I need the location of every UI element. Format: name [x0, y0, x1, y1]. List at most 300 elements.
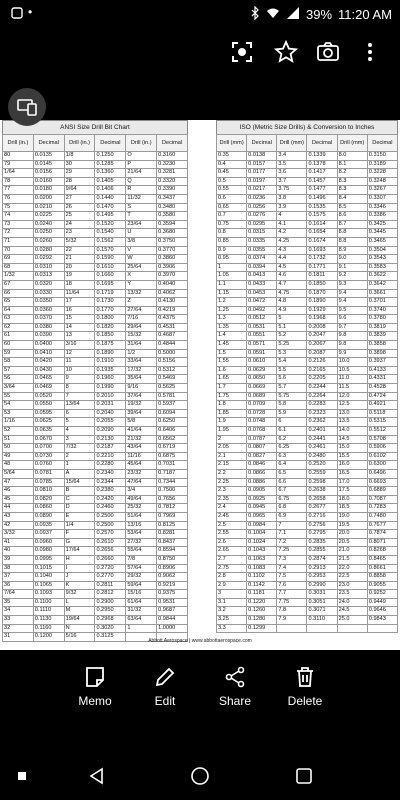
bluetooth-icon [250, 6, 260, 23]
table-cell: 7/16 [126, 315, 157, 324]
table-cell: 7.8 [277, 607, 307, 616]
table-row [3, 289, 188, 298]
table-row [3, 169, 188, 178]
table-cell: 4.9 [277, 306, 307, 315]
table-cell: 15.5 [337, 452, 367, 461]
table-cell: 61 [3, 332, 34, 341]
table-cell: 0.6496 [367, 469, 397, 478]
table-cell: 0.3680 [157, 229, 188, 238]
table-cell: 0.0531 [247, 323, 277, 332]
table-cell: 0.7031 [157, 461, 188, 470]
table-cell: 0.0360 [33, 306, 64, 315]
table-cell: 29/64 [126, 323, 157, 332]
table-cell: 2.7 [217, 555, 247, 564]
table-cell: 3.2 [217, 607, 247, 616]
table-row [217, 564, 398, 573]
table-cell: 5/16 [64, 633, 95, 642]
table-cell: 0.2677 [307, 504, 337, 513]
table-cell: 0.0280 [33, 246, 64, 255]
table-cell: 49 [3, 452, 34, 461]
table-cell: 24.0 [337, 598, 367, 607]
table-cell: 26 [64, 203, 95, 212]
table-cell: 50 [3, 444, 34, 453]
table-row [217, 152, 398, 161]
table-cell: 0.0625 [33, 418, 64, 427]
table-row [3, 495, 188, 504]
table-row [217, 177, 398, 186]
table-cell: 66 [3, 289, 34, 298]
table-cell: 0.7874 [367, 530, 397, 539]
table-row [3, 504, 188, 513]
table-cell: 6.3 [277, 452, 307, 461]
table-cell: 0.2660 [95, 555, 126, 564]
memo-button[interactable] [60, 660, 130, 708]
table-cell: 0.0730 [33, 452, 64, 461]
table-cell: 0.8125 [157, 521, 188, 530]
table-cell: 4.8 [277, 298, 307, 307]
table-cell: 20 [64, 263, 95, 272]
table-cell: 27 [64, 194, 95, 203]
table-cell: 0.5512 [367, 427, 397, 436]
table-cell: 3.1 [217, 598, 247, 607]
table-cell: 0.5625 [157, 384, 188, 393]
table-row [3, 530, 188, 539]
back-button[interactable] [86, 766, 106, 786]
table-cell: 47 [3, 478, 34, 487]
table-cell: 25 [64, 212, 95, 221]
table-cell: 0.1890 [95, 349, 126, 358]
table-row [3, 521, 188, 530]
table-cell: 0.2280 [95, 461, 126, 470]
table-cell: 3.7 [277, 177, 307, 186]
table-cell: 15/64 [64, 478, 95, 487]
table-cell: 0.1660 [95, 272, 126, 281]
column-header: Drill (in.) [126, 135, 157, 152]
table-cell [307, 624, 337, 633]
table-cell: 0.1730 [95, 298, 126, 307]
table-cell: 0.2716 [307, 512, 337, 521]
table-cell: 0.3281 [157, 169, 188, 178]
table-cell: 0.5315 [367, 418, 397, 427]
table-cell: 0.2340 [95, 469, 126, 478]
column-header: Drill (in.) [3, 135, 34, 152]
bixby-vision-button[interactable] [228, 38, 256, 66]
table-cell: 0.4331 [367, 375, 397, 384]
table-row [217, 538, 398, 547]
table-cell: 23.5 [337, 590, 367, 599]
table-cell: 0.6889 [367, 487, 397, 496]
table-cell: 55/64 [126, 547, 157, 556]
table-cell: 0.1360 [95, 169, 126, 178]
table-cell: 23 [64, 229, 95, 238]
app-notification-icon [10, 6, 24, 23]
table-cell: 64 [3, 306, 34, 315]
delete-button[interactable] [270, 660, 340, 708]
table-cell: 23.0 [337, 581, 367, 590]
table-row [217, 435, 398, 444]
table-cell: 0.0310 [33, 263, 64, 272]
table-cell: 0.0827 [247, 452, 277, 461]
column-header: Drill (mm) [337, 135, 367, 152]
table-cell: 0.0945 [247, 504, 277, 513]
table-cell: 0.0374 [247, 255, 277, 264]
table-cell: 0.1477 [307, 186, 337, 195]
table-cell: 45 [3, 495, 34, 504]
table-cell: 0.0315 [247, 229, 277, 238]
table-cell: 0.2990 [307, 581, 337, 590]
table-cell: 0.2401 [307, 427, 337, 436]
table-cell: 0.8268 [367, 547, 397, 556]
table-cell: 0.0420 [33, 358, 64, 367]
table-cell: 1.7 [217, 384, 247, 393]
table-cell: 0.1405 [95, 177, 126, 186]
table-cell: 0.3248 [367, 177, 397, 186]
table-cell: 0.3898 [367, 349, 397, 358]
table-cell: 21/64 [126, 169, 157, 178]
table-row [3, 298, 188, 307]
table-cell: 0.0236 [247, 194, 277, 203]
table-cell: M [64, 607, 95, 616]
table-cell: 6.75 [277, 495, 307, 504]
table-cell: 0.7283 [367, 504, 397, 513]
table-cell: 52 [3, 427, 34, 436]
table-cell: 0.1063 [247, 555, 277, 564]
table-cell: 0.1406 [95, 186, 126, 195]
table-row [217, 332, 398, 341]
table-cell: 0.1093 [33, 590, 64, 599]
table-cell: 0.0760 [33, 461, 64, 470]
table-cell: 13 [64, 332, 95, 341]
table-row [3, 229, 188, 238]
home-icon [190, 766, 210, 786]
table-cell: 0.7480 [367, 512, 397, 521]
camera-button[interactable] [314, 38, 342, 66]
table-cell: 0.0433 [247, 280, 277, 289]
table-row [3, 487, 188, 496]
table-cell: 75 [3, 203, 34, 212]
table-cell: 0.1850 [95, 332, 126, 341]
table-cell: 0.4219 [157, 306, 188, 315]
table-cell: 0.1130 [33, 616, 64, 625]
table-cell: 3.6 [277, 169, 307, 178]
table-cell: 0.2638 [307, 487, 337, 496]
table-cell: 0.2420 [95, 495, 126, 504]
table-cell: 60 [3, 341, 34, 350]
table-cell: 9.1 [337, 263, 367, 272]
table-cell: 39/64 [126, 409, 157, 418]
table-cell: 7.3 [277, 555, 307, 564]
table-row [217, 272, 398, 281]
table-cell: V [126, 246, 157, 255]
table-cell: 0.9062 [157, 573, 188, 582]
table-cell: 0.0669 [247, 384, 277, 393]
table-cell: 0.2855 [307, 547, 337, 556]
table-row [217, 581, 398, 590]
table-row [3, 435, 188, 444]
table-cell: 0.4133 [367, 366, 397, 375]
table-cell: 3.5 [277, 160, 307, 169]
table-row [217, 323, 398, 332]
table-cell: 2.1 [217, 452, 247, 461]
table-cell: 0.3622 [367, 272, 397, 281]
recents-button[interactable] [294, 766, 314, 786]
table-cell: A [64, 469, 95, 478]
table-cell: 1 [217, 263, 247, 272]
table-cell: 37 [3, 573, 34, 582]
table-cell: 0.0330 [33, 289, 64, 298]
table-cell: 0.0157 [247, 160, 277, 169]
table-cell: 0.3661 [367, 289, 397, 298]
table-cell: 1.25 [217, 306, 247, 315]
home-button[interactable] [190, 766, 210, 786]
table-cell: 0.2010 [95, 392, 126, 401]
table-cell: 0.4724 [367, 392, 397, 401]
table-cell: 24 [64, 220, 95, 229]
table-cell: 74 [3, 212, 34, 221]
table-cell: 0.1339 [307, 152, 337, 161]
table-cell: 45/64 [126, 461, 157, 470]
table-cell: 1.75 [217, 392, 247, 401]
table-cell: 1.8 [217, 401, 247, 410]
table-row [3, 306, 188, 315]
table-cell: 5.7 [277, 384, 307, 393]
table-cell: 2.3 [217, 487, 247, 496]
table-cell: 9/64 [64, 186, 95, 195]
table-row [217, 487, 398, 496]
table-cell: 1.3 [217, 315, 247, 324]
table-cell: 4.4 [277, 255, 307, 264]
table-cell: 0.0492 [247, 306, 277, 315]
table-cell: 32 [3, 624, 34, 633]
table-cell: F [64, 530, 95, 539]
table-cell: 2.65 [217, 547, 247, 556]
table-cell: 2.9 [217, 581, 247, 590]
table-cell: 0.2047 [307, 332, 337, 341]
table-cell: 0.0135 [33, 152, 64, 161]
table-cell: 1/8 [64, 152, 95, 161]
table-cell: 0.5937 [157, 401, 188, 410]
table-cell: 62 [3, 323, 34, 332]
table-cell: 0.3150 [367, 152, 397, 161]
table-cell: 0.0709 [247, 401, 277, 410]
table-cell: 39 [3, 555, 34, 564]
table-cell: 0.0995 [33, 555, 64, 564]
table-cell: 0.1220 [247, 598, 277, 607]
table-cell: 8 [64, 384, 95, 393]
table-cell: 0.1495 [95, 212, 126, 221]
status-bar [0, 0, 400, 28]
table-cell: 0.1065 [33, 581, 64, 590]
table-row [217, 280, 398, 289]
table-cell: 0.0250 [33, 229, 64, 238]
table-cell: 0.1181 [247, 590, 277, 599]
table-cell: 5/8 [126, 418, 157, 427]
table-cell: 1.0000 [157, 624, 188, 633]
table-cell: 0.2720 [95, 564, 126, 573]
table-cell: 2.8 [217, 573, 247, 582]
table-cell: 0.9687 [157, 607, 188, 616]
table-cell: 0.6300 [367, 461, 397, 470]
table-cell: 0.3583 [367, 263, 397, 272]
table-cell: 38 [3, 564, 34, 573]
memo-label: Memo [78, 694, 112, 708]
table-cell: 3.3 [217, 624, 247, 633]
table-cell: 3.4 [277, 152, 307, 161]
table-cell [277, 624, 307, 633]
table-cell: 0.9219 [157, 581, 188, 590]
table-cell: I [64, 564, 95, 573]
table-cell: 16.0 [337, 461, 367, 470]
table-row [217, 598, 398, 607]
favorite-button[interactable] [272, 38, 300, 66]
table-cell: 0.3189 [367, 160, 397, 169]
table-cell: 15/16 [126, 590, 157, 599]
table-cell: 33 [3, 616, 34, 625]
table-cell: 1.9 [217, 418, 247, 427]
share-button[interactable] [200, 660, 270, 708]
table-cell: 0.1719 [95, 289, 126, 298]
bixby-vision-icon [230, 40, 254, 64]
column-header: Decimal [247, 135, 277, 152]
table-row [3, 555, 188, 564]
table-cell: 0.0937 [33, 530, 64, 539]
table-cell: 0.3740 [367, 306, 397, 315]
table-cell: 0.0138 [247, 152, 277, 161]
table-cell: 1.1 [217, 280, 247, 289]
table-cell: 0.0866 [247, 469, 277, 478]
table-cell: 5.2 [277, 332, 307, 341]
table-row [217, 298, 398, 307]
table-cell: 0.5906 [367, 444, 397, 453]
table-row [3, 186, 188, 195]
table-cell: 0.6 [217, 194, 247, 203]
table-cell: 63/64 [126, 616, 157, 625]
column-header: Drill (mm) [217, 135, 247, 152]
table-cell: 7.5 [277, 573, 307, 582]
table-cell: 0.2500 [95, 512, 126, 521]
table-cell: 0.0380 [33, 323, 64, 332]
table-cell: 0.2520 [307, 461, 337, 470]
table-cell: 0.0292 [33, 255, 64, 264]
camera-icon [316, 40, 340, 64]
table-cell: 9.4 [337, 298, 367, 307]
table-cell: 59 [3, 349, 34, 358]
screen-switch-button[interactable] [8, 88, 46, 126]
table-cell: 0.1562 [95, 237, 126, 246]
table-row [217, 401, 398, 410]
table-cell: 0.0197 [247, 177, 277, 186]
table-cell: 0.0453 [247, 289, 277, 298]
table-cell: 0.4040 [157, 280, 188, 289]
table-cell: 0.5 [217, 177, 247, 186]
table-cell: 0.0156 [33, 169, 64, 178]
table-cell: 8.8 [337, 229, 367, 238]
table-cell: 0.2770 [95, 573, 126, 582]
table-cell: 0.1770 [95, 306, 126, 315]
table-cell: 3/32 [3, 530, 34, 539]
table-cell: 0.1100 [33, 598, 64, 607]
table-cell: 0.1378 [307, 160, 337, 169]
table-row [217, 349, 398, 358]
table-cell: 0.2968 [95, 616, 126, 625]
column-header: Decimal [33, 135, 64, 152]
table-cell: 0.0925 [247, 495, 277, 504]
table-cell: 0.9 [217, 246, 247, 255]
table-cell: 0.2913 [307, 564, 337, 573]
table-cell: 0.4528 [367, 384, 397, 393]
table-cell: 63 [3, 315, 34, 324]
table-cell: 0.0512 [247, 315, 277, 324]
table-cell: 0.2795 [307, 530, 337, 539]
table-cell: 0.1440 [95, 194, 126, 203]
table-row [3, 332, 188, 341]
edit-button[interactable] [130, 660, 200, 708]
table-row [217, 160, 398, 169]
table-cell: 0.3228 [367, 169, 397, 178]
table-cell: 0.2441 [307, 435, 337, 444]
table-cell: 6.8 [277, 504, 307, 513]
table-cell: 7/8 [126, 555, 157, 564]
column-header: Decimal [157, 135, 188, 152]
table-cell: 0.2480 [307, 452, 337, 461]
table-cell [337, 624, 367, 633]
table-cell: 0.3307 [367, 194, 397, 203]
more-options-button[interactable] [356, 38, 384, 66]
table-row [217, 358, 398, 367]
table-cell: 56 [3, 375, 34, 384]
table-cell: 0.1870 [307, 289, 337, 298]
table-cell: 0.8858 [367, 573, 397, 582]
table-cell: 73 [3, 220, 34, 229]
table-cell: 43/64 [126, 444, 157, 453]
table-cell: 0.2811 [95, 581, 126, 590]
table-cell: 22.5 [337, 573, 367, 582]
table-cell: 1.15 [217, 289, 247, 298]
table-cell: 2.05 [217, 444, 247, 453]
table-cell: 7.7 [277, 590, 307, 599]
table-cell: 0.2087 [307, 349, 337, 358]
table-row [3, 272, 188, 281]
table-cell: 9.8 [337, 332, 367, 341]
table-cell: 0.0650 [247, 375, 277, 384]
table-cell: 8.0 [337, 152, 367, 161]
table-cell: 16.5 [337, 469, 367, 478]
table-cell: 4 [64, 427, 95, 436]
table-cell: 2.25 [217, 478, 247, 487]
table-cell: 5.8 [277, 401, 307, 410]
table-cell: 0.1820 [95, 323, 126, 332]
table-cell: R [126, 186, 157, 195]
table-cell: 0.2610 [95, 538, 126, 547]
table-cell: 0.5156 [157, 358, 188, 367]
table-cell: 5/32 [64, 237, 95, 246]
table-cell: 0.0728 [247, 409, 277, 418]
table-cell: 6.7 [277, 487, 307, 496]
wifi-icon [266, 6, 280, 23]
table-cell: 0.1160 [33, 624, 64, 633]
table-cell: Y [126, 280, 157, 289]
table-cell: 0.1590 [95, 255, 126, 264]
table-cell: 3/64 [3, 384, 34, 393]
table-cell: 0.6693 [367, 478, 397, 487]
table-cell: 9.7 [337, 323, 367, 332]
table-cell: 0.0350 [33, 298, 64, 307]
table-row [3, 598, 188, 607]
table-cell: 0.1200 [33, 633, 64, 642]
table-cell: 0.2055 [95, 418, 126, 427]
table-cell: 0.5781 [157, 392, 188, 401]
table-cell: 0.3071 [307, 607, 337, 616]
